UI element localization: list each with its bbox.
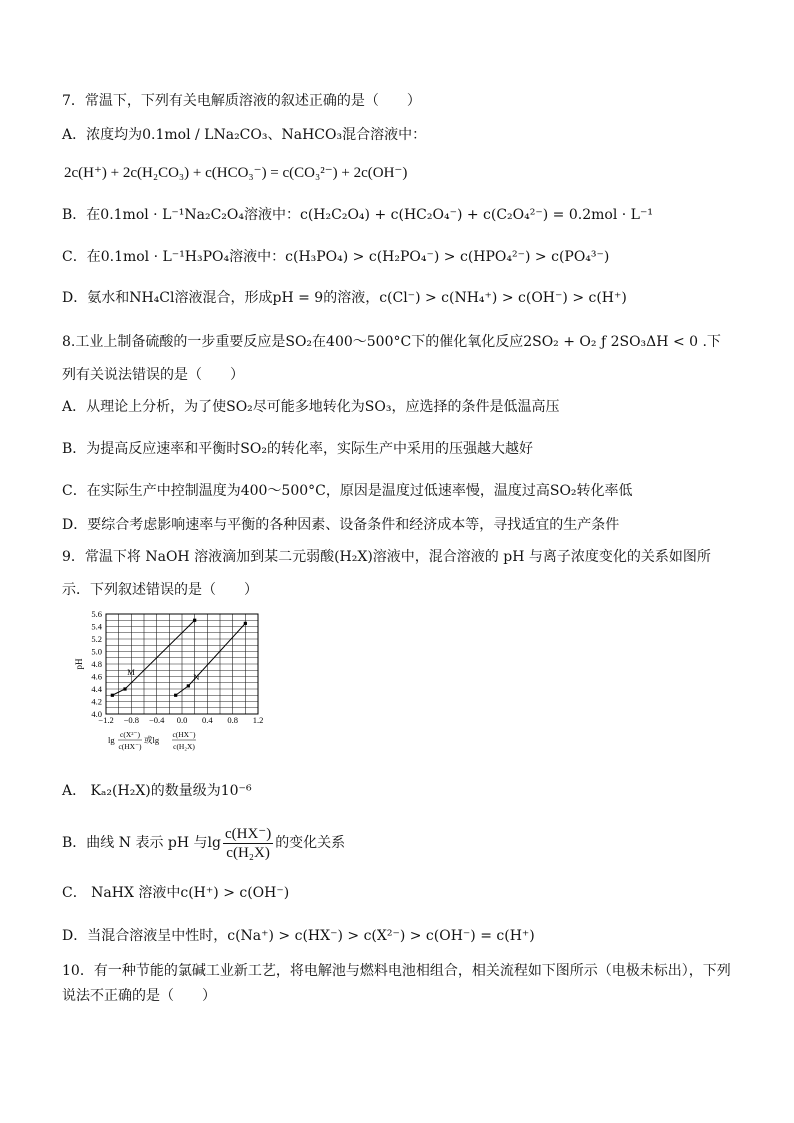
x-tick-label: 0.8 — [227, 715, 238, 725]
y-tick-label: 4.6 — [91, 671, 102, 682]
q8-option-b: B．为提高反应速率和平衡时SO₂的转化率，实际生产中采用的压强越大越好 — [62, 441, 533, 457]
q9-option-b-suffix: 的变化关系 — [275, 835, 346, 851]
x-axis-label-connector: 或lg — [144, 735, 160, 745]
y-tick-label: 5.2 — [91, 634, 102, 644]
series-line-N — [176, 623, 246, 695]
ph-chart-svg — [66, 606, 276, 756]
x-tick-label: 1.2 — [252, 715, 264, 725]
q9-option-b-denominator: c(H₂X) — [226, 844, 270, 861]
q7-option-a-line1: A．浓度均为0.1mol / LNa₂CO₃、NaHCO₃混合溶液中： — [62, 127, 427, 143]
q9-option-b-fraction — [223, 825, 273, 862]
q7-option-b: B．在0.1mol · L⁻¹Na₂C₂O₄溶液中：c(H₂C₂O₄) + c(HC₂O₄⁻) + c(C₂O₄²⁻) = 0.2mol · L⁻¹ — [62, 207, 653, 223]
y-tick-label: 5.0 — [91, 646, 102, 657]
data-point-M — [193, 619, 196, 622]
y-tick-label: 4.4 — [91, 684, 102, 694]
q10-stem-line1: 10．有一种节能的氯碱工业新工艺，将电解池与燃料电池相组合，相关流程如下图所示（电极未标出），下列 — [62, 963, 731, 979]
q7-option-a-equation: 2c(H⁺) + 2c(H₂CO₃) + c(HCO₃⁻) = c(CO₃²⁻) + 2c(OH⁻) — [64, 165, 408, 181]
data-point-N — [174, 694, 177, 697]
x-tick-label: −1.2 — [98, 715, 114, 725]
x-tick-label: 0.0 — [176, 715, 188, 725]
y-tick-label: 4.2 — [91, 696, 102, 707]
q7-stem: 7．常温下，下列有关电解质溶液的叙述正确的是（ ） — [62, 93, 421, 109]
q8-stem-line1: 8.工业上制备硫酸的一步重要反应是SO₂在400～500°C下的催化氧化反应2SO₂ + O₂ ƒ 2SO₃ΔH < 0 .下 — [62, 334, 721, 350]
q9-stem-line2: 示．下列叙述错误的是（ ） — [62, 582, 258, 598]
ph-chart — [66, 606, 276, 760]
data-point-M — [111, 694, 114, 697]
x-axis-label-prefix: lg — [108, 735, 115, 745]
q10-stem-line2: 说法不正确的是（ ） — [62, 988, 216, 1004]
q8-stem-line2: 列有关说法错误的是（ ） — [62, 367, 244, 383]
q7-option-d: D．氨水和NH₄Cl溶液混合，形成pH = 9的溶液，c(Cl⁻) > c(NH₄⁺) > c(OH⁻) > c(H⁺) — [62, 290, 627, 306]
q7-option-c: C．在0.1mol · L⁻¹H₃PO₄溶液中：c(H₃PO₄) > c(H₂PO₄⁻) > c(HPO₄²⁻) > c(PO₄³⁻) — [62, 249, 610, 265]
x-axis-label-right-denominator: c(H₂X) — [173, 742, 195, 751]
series-label-M: M — [127, 667, 135, 677]
y-tick-label: 5.6 — [91, 609, 102, 619]
q8-option-a: A．从理论上分析，为了使SO₂尽可能多地转化为SO₃，应选择的条件是低温高压 — [62, 399, 560, 415]
y-axis-label: pH — [74, 658, 84, 670]
data-point-M — [123, 687, 126, 690]
y-tick-label: 4.8 — [91, 659, 102, 669]
q8-option-c: C．在实际生产中控制温度为400～500°C，原因是温度过低速率慢，温度过高SO₂转化率低 — [62, 483, 633, 499]
x-axis-label-left-numerator: c(X²⁻) — [120, 730, 140, 739]
q9-option-a: A． Kₐ₂(H₂X)的数量级为10⁻⁶ — [62, 783, 252, 799]
data-point-N — [244, 622, 247, 625]
y-tick-label: 4.0 — [91, 709, 102, 719]
series-label-N: N — [193, 671, 200, 682]
x-tick-label: −0.4 — [148, 715, 165, 725]
x-axis-label-right-numerator: c(HX⁻) — [172, 730, 196, 739]
y-tick-label: 5.4 — [91, 621, 102, 632]
q9-stem-line1: 9．常温下将 NaOH 溶液滴加到某二元弱酸(H₂X)溶液中，混合溶液的 pH 与离子浓度变化的关系如图所 — [62, 549, 711, 565]
x-tick-label: −0.8 — [123, 715, 140, 725]
q9-option-b-numerator: c(HX⁻) — [224, 825, 272, 842]
q9-option-b-prefix: B．曲线 N 表示 pH 与lg — [62, 835, 221, 851]
q9-option-c: C． NaHX 溶液中c(H⁺) > c(OH⁻) — [62, 885, 290, 901]
data-point-N — [187, 684, 190, 687]
x-tick-label: 0.4 — [202, 715, 213, 725]
q9-option-d: D．当混合溶液呈中性时，c(Na⁺) > c(HX⁻) > c(X²⁻) > c(OH⁻) = c(H⁺) — [62, 928, 535, 944]
q9-option-b — [62, 818, 345, 868]
x-axis-label-left-denominator: c(HX⁻) — [118, 742, 142, 751]
q8-option-d: D．要综合考虑影响速率与平衡的各种因素、设备条件和经济成本等，寻找适宜的生产条件 — [62, 517, 620, 533]
